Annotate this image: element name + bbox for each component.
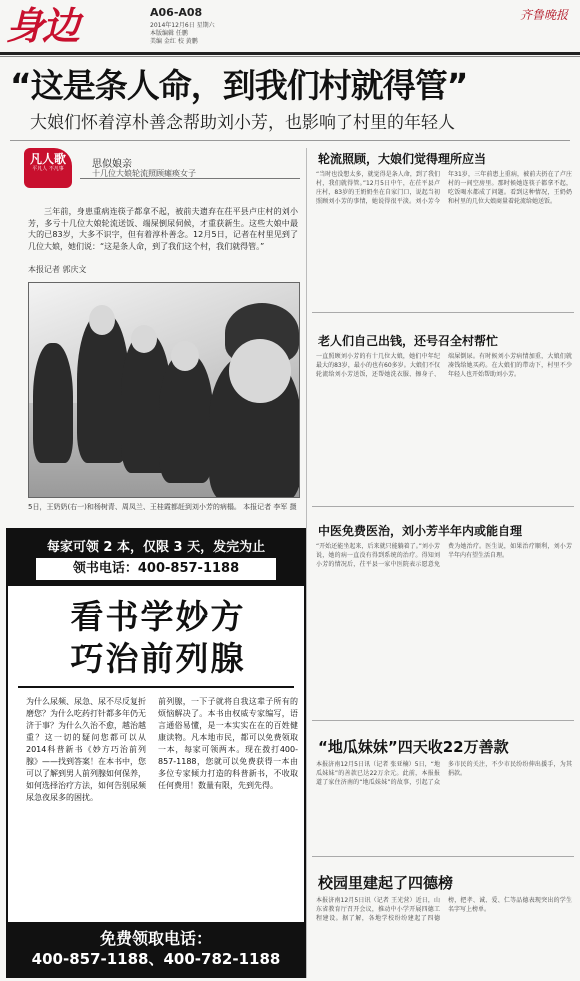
ad-title bbox=[18, 596, 298, 680]
news-photo bbox=[28, 282, 300, 498]
book-ad bbox=[6, 528, 306, 978]
section-4-text: 本报济南12月5日讯（记者 张亚楠）5日，“地瓜妹妹”的善款已达22万余元。此前，本报报道了家住济南的“地瓜妹妹”的故事，引起了众多市民的关注，不少市民纷纷伸出援手，为其捐款。 bbox=[316, 761, 572, 786]
ad-tagline: 每家可领 2 本，仅限 3 天，发完为止 bbox=[46, 540, 266, 555]
section-1-text: “当时也没想太多，就觉得是条人命，到了我们村，我们就得管。”12月5日中午，在茌平县卢庄村，83岁的王奶奶坐在自家门口，说起当初照顾刘小芳的事情，她说得很平淡。刘小芳今年31岁，三年前患上重病，被前夫扔在了卢庄村的一间空房里。那时候她连筷子都拿不起，吃饭喝水都成了问题。看到这种情况，王奶奶和村里的几位大娘商量着轮流给她送饭。 bbox=[316, 171, 572, 205]
divider-3 bbox=[312, 720, 574, 721]
ad-phone-top: 领书电话：400-857-1188 bbox=[36, 558, 276, 580]
photo-face-2 bbox=[89, 305, 115, 335]
ad-body-left: 为什么尿频、尿急、尿不尽反复折磨您？为什么吃药打针都多年仍无济于事？为什么久治不愈，越治越重？这一切的疑问您都可以从2014科普新书《妙方巧治前列腺》——找到答案！在本书中，您可以了解到男人前列腺如何保养，如何选择治疗方法，如何告别尿频尿急夜尿多的困扰。 bbox=[26, 697, 146, 802]
column-separator bbox=[306, 148, 307, 978]
section-5-text: 本报济南12月5日讯（记者 王光营）近日，山东省教育厅召开会议，推动中小学开展四德工程建设。据了解，各地学校纷纷建起了四德榜，把孝、诚、爱、仁等品德表现突出的学生名字写上榜单。 bbox=[316, 897, 572, 922]
photo-face-3 bbox=[131, 325, 157, 353]
photo-face-4 bbox=[171, 341, 199, 371]
section-2-text: 一直照顾刘小芳的有十几位大娘，她们中年纪最大的83岁，最小的也有60多岁。大娘们不仅轮流给刘小芳送饭，还帮她洗衣服、擦身子、端屎倒尿。有时候刘小芳病情加重，大娘们就凑钱给她买药。在大娘们的带动下，村里不少年轻人也开始帮助刘小芳。 bbox=[316, 353, 572, 378]
section-3-text: “开始还能坐起来，后来就只能躺着了。”刘小芳说，她的病一直没有得到系统的治疗。得知刘小芳的情况后，茌平县一家中医院表示愿意免费为她治疗。医生说，如果治疗顺利，刘小芳半年内有望生活自理。 bbox=[316, 543, 572, 568]
paper-logo: 齐鲁晚报 bbox=[519, 8, 568, 22]
design-line: 美编 金红 校 黄鹏 bbox=[150, 38, 198, 45]
ad-bottom-band bbox=[8, 922, 304, 976]
editor-line: 本版编辑 任鹏 bbox=[150, 30, 188, 37]
ad-bottom-phone: 400-857-1188、400-782-1188 bbox=[31, 950, 281, 968]
photo-person-4 bbox=[159, 353, 213, 483]
masthead bbox=[0, 0, 580, 56]
headline-rule bbox=[10, 140, 570, 141]
divider-4 bbox=[312, 856, 574, 857]
sub-headline: 大娘们怀着淳朴善念帮助刘小芳，也影响了村里的年轻人 bbox=[30, 113, 455, 133]
section-5-title: 校园里建起了四德榜 bbox=[318, 874, 454, 892]
date-line: 2014年12月6日 星期六 bbox=[150, 22, 215, 29]
photo-person-1 bbox=[33, 343, 73, 463]
ad-rule bbox=[18, 686, 294, 688]
divider-1 bbox=[312, 312, 574, 313]
photo-caption: 5日，王奶奶(右一)和杨树青、周凤兰、王桂霞都赶到刘小芳的病榻。 本报记者 李军 摄 bbox=[28, 503, 297, 511]
header-rule bbox=[0, 52, 580, 55]
column-logo-sub: 平凡人 不凡事 bbox=[32, 166, 64, 172]
divider-2 bbox=[312, 506, 574, 507]
ad-body-right: 前列腺，一下子就将自我这辈子所有的烦恼解决了。本书由权威专家编写，语言通俗易懂，是一本实实在在的百姓健康读物。凡本地市民，都可以免费领取一本，每家可领两本。现在拨打400-857-1188，您就可以免费获得一本由多位专家倾力打造的科普新书，不收取任何费用！数量有限，先到先得。 bbox=[158, 697, 298, 790]
photo-face-5 bbox=[229, 339, 291, 403]
section-3-title: 中医免费医治，刘小芳半年内或能自理 bbox=[318, 524, 523, 538]
ad-title-line-1: 看书学妙方 bbox=[70, 597, 246, 636]
ad-bottom-label: 免费领取电话： bbox=[99, 929, 212, 948]
column-rule bbox=[80, 178, 300, 179]
column-subtitle: 十几位大娘轮流照顾瘫痪女子 bbox=[92, 169, 196, 178]
column-logo bbox=[24, 148, 72, 188]
intro-text: 三年前，身患重病连筷子都拿不起，被前夫遗弃在茌平县卢庄村的刘小芳，多亏十几位大娘轮流送饭、端屎倒尿伺候，才重获新生。这些大娘中最大的已83岁，大多不识字，但有着淳朴善念。12月5日，记者在村里见到了几位大娘，她们说：“这是条人命，到了我们这个村，我们就得管。” bbox=[28, 207, 298, 251]
ad-top-band bbox=[8, 530, 304, 586]
column-logo-text: 凡人歌 bbox=[29, 152, 66, 166]
main-headline: “这是条人命，到我们村就得管” bbox=[10, 66, 468, 105]
section-4-title: “地瓜妹妹”四天收22万善款 bbox=[318, 738, 509, 756]
section-2-title: 老人们自己出钱，还号召全村帮忙 bbox=[318, 334, 499, 348]
reporter-line: 本报记者 郭庆文 bbox=[28, 265, 87, 274]
ad-title-line-2: 巧治前列腺 bbox=[70, 639, 246, 678]
section-logo: 身边 bbox=[6, 4, 79, 48]
page-range: A06-A08 bbox=[150, 6, 203, 19]
header-rule-thin bbox=[0, 56, 580, 57]
section-1-title: 轮流照顾，大娘们觉得理所应当 bbox=[318, 152, 487, 166]
meta-lines bbox=[150, 22, 270, 46]
column-title: 思似娘亲 bbox=[92, 159, 132, 170]
